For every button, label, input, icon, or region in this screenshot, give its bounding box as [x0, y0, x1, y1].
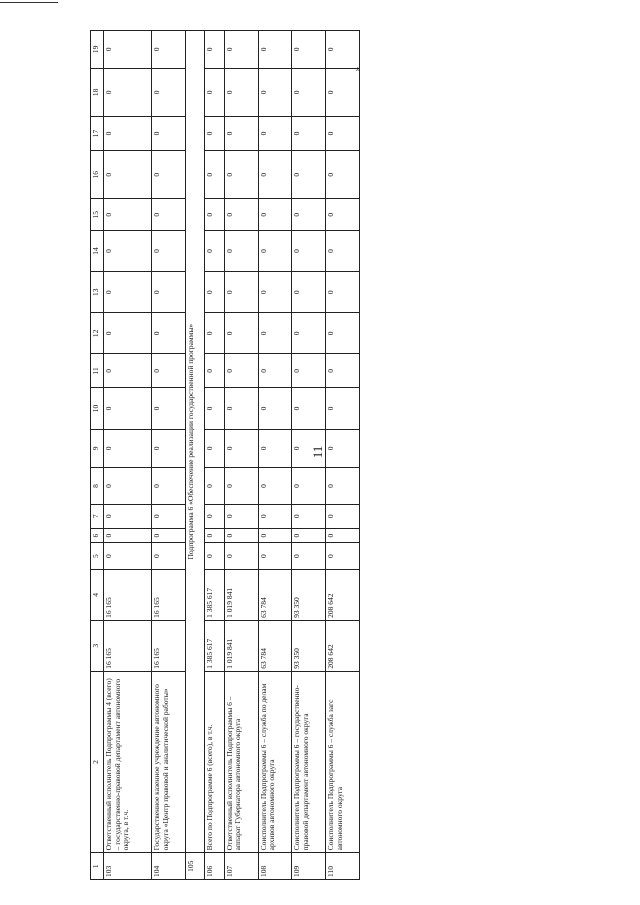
value-cell: 0: [205, 151, 224, 199]
value-cell: 0: [326, 504, 360, 528]
value-cell: 0: [152, 31, 186, 69]
value-cell: 0: [224, 313, 258, 354]
value-cell: 0: [152, 468, 186, 504]
description-cell: Ответственный исполнитель Подпрограммы 6 – аппарат Губернатора автономного округа: [224, 671, 258, 853]
table-row: [258, 31, 292, 880]
value-cell: 0: [152, 117, 186, 151]
value-cell: 0: [292, 354, 326, 388]
value-cell: 0: [258, 468, 292, 504]
value-cell: 0: [104, 504, 152, 528]
value-cell: 0: [104, 313, 152, 354]
header-row: [91, 31, 104, 880]
column-header: 2: [91, 671, 104, 853]
value-cell: 0: [292, 388, 326, 429]
value-cell: 0: [104, 272, 152, 313]
value-cell: 0: [224, 272, 258, 313]
row-number-cell: 107: [224, 853, 258, 880]
description-cell: Соисполнитель Подпрограммы 6 – служба загс автономного округа: [326, 671, 360, 853]
row-number-cell: 106: [205, 853, 224, 880]
value-cell: 0: [152, 151, 186, 199]
row-number-cell: 110: [326, 853, 360, 880]
value-cell: 0: [205, 354, 224, 388]
value-cell: 0: [258, 354, 292, 388]
value-cell: 0: [224, 151, 258, 199]
value-cell: 0: [224, 68, 258, 116]
value-cell: 0: [258, 151, 292, 199]
value-cell: 1 019 841: [224, 569, 258, 620]
column-header: 13: [91, 272, 104, 313]
value-cell: 0: [205, 230, 224, 271]
value-cell: 0: [326, 528, 360, 543]
table-row: [205, 31, 224, 880]
value-cell: 0: [205, 117, 224, 151]
value-cell: 93 350: [292, 569, 326, 620]
row-number-cell: 103: [104, 853, 152, 880]
value-cell: 0: [326, 31, 360, 69]
value-cell: 0: [205, 313, 224, 354]
value-cell: 1 019 841: [224, 620, 258, 671]
value-cell: 1 385 617: [205, 620, 224, 671]
column-header: 12: [91, 313, 104, 354]
row-number-cell: 109: [292, 853, 326, 880]
value-cell: 0: [224, 429, 258, 468]
table-row: [152, 31, 186, 880]
top-rule: [0, 2, 58, 3]
value-cell: 0: [292, 429, 326, 468]
value-cell: 0: [224, 117, 258, 151]
value-cell: 0: [326, 354, 360, 388]
subprogram-header-cell: Подпрограмма 6 «Обеспечение реализации государственной программы»: [185, 31, 204, 853]
value-cell: 0: [292, 230, 326, 271]
value-cell: 0: [152, 199, 186, 230]
value-cell: 0: [205, 388, 224, 429]
value-cell: 0: [326, 313, 360, 354]
value-cell: 16 165: [104, 569, 152, 620]
value-cell: 0: [104, 117, 152, 151]
value-cell: 0: [224, 543, 258, 570]
value-cell: 0: [152, 313, 186, 354]
side-mark: ».: [352, 64, 362, 72]
value-cell: 0: [258, 429, 292, 468]
value-cell: 0: [258, 504, 292, 528]
value-cell: 0: [104, 230, 152, 271]
column-header: 17: [91, 117, 104, 151]
value-cell: 0: [326, 117, 360, 151]
value-cell: 0: [205, 68, 224, 116]
value-cell: 0: [326, 230, 360, 271]
value-cell: 0: [205, 272, 224, 313]
description-cell: Ответственный исполнитель Подпрограммы 4 (всего) – государственно-правовой департамент автономного округа, в т.ч.: [104, 671, 152, 853]
value-cell: 0: [224, 528, 258, 543]
value-cell: 0: [104, 528, 152, 543]
value-cell: 0: [292, 528, 326, 543]
value-cell: 0: [205, 543, 224, 570]
value-cell: 0: [224, 468, 258, 504]
value-cell: 0: [326, 543, 360, 570]
value-cell: 0: [152, 429, 186, 468]
column-header: 19: [91, 31, 104, 69]
column-header: 11: [91, 354, 104, 388]
column-header: 18: [91, 68, 104, 116]
value-cell: 0: [224, 230, 258, 271]
column-header: 3: [91, 620, 104, 671]
value-cell: 0: [104, 68, 152, 116]
table-row: [104, 31, 152, 880]
value-cell: 0: [258, 68, 292, 116]
value-cell: 0: [152, 68, 186, 116]
value-cell: 0: [104, 429, 152, 468]
value-cell: 0: [104, 151, 152, 199]
description-cell: Всего по Подпрограмме 6 (всего), в т.ч.: [205, 671, 224, 853]
value-cell: 0: [292, 504, 326, 528]
description-cell: Соисполнитель Подпрограммы 6 – государственно-правовой департамент автономного округа: [292, 671, 326, 853]
column-header: 8: [91, 468, 104, 504]
description-cell: Государственное казенное учреждение автономного округа «Центр правовой и аналитической работы»: [152, 671, 186, 853]
table-row: [326, 31, 360, 880]
value-cell: 0: [152, 504, 186, 528]
column-header: 15: [91, 199, 104, 230]
value-cell: 0: [292, 117, 326, 151]
value-cell: 0: [258, 230, 292, 271]
value-cell: 0: [104, 31, 152, 69]
table-row: [185, 31, 204, 880]
value-cell: 16 165: [104, 620, 152, 671]
value-cell: 63 784: [258, 569, 292, 620]
value-cell: 0: [292, 313, 326, 354]
value-cell: 0: [104, 354, 152, 388]
column-header: 4: [91, 569, 104, 620]
value-cell: 0: [152, 543, 186, 570]
value-cell: 208 642: [326, 620, 360, 671]
value-cell: 16 165: [152, 569, 186, 620]
value-cell: 0: [205, 504, 224, 528]
value-cell: 0: [152, 272, 186, 313]
value-cell: 0: [326, 429, 360, 468]
value-cell: 0: [292, 543, 326, 570]
value-cell: 0: [258, 117, 292, 151]
value-cell: 0: [258, 528, 292, 543]
table-row: [224, 31, 258, 880]
value-cell: 0: [326, 468, 360, 504]
value-cell: 0: [326, 388, 360, 429]
column-header: 1: [91, 853, 104, 880]
value-cell: 0: [152, 230, 186, 271]
value-cell: 0: [258, 272, 292, 313]
value-cell: 0: [292, 468, 326, 504]
value-cell: 0: [224, 504, 258, 528]
value-cell: 0: [205, 468, 224, 504]
value-cell: 63 784: [258, 620, 292, 671]
value-cell: 0: [292, 151, 326, 199]
value-cell: 16 165: [152, 620, 186, 671]
page-number: 11: [310, 445, 325, 459]
value-cell: 0: [104, 199, 152, 230]
value-cell: 0: [205, 199, 224, 230]
value-cell: 0: [258, 31, 292, 69]
column-header: 14: [91, 230, 104, 271]
row-number-cell: 104: [152, 853, 186, 880]
value-cell: 0: [104, 468, 152, 504]
value-cell: 0: [224, 354, 258, 388]
table-row: [292, 31, 326, 880]
value-cell: 0: [205, 528, 224, 543]
value-cell: 0: [104, 388, 152, 429]
value-cell: 0: [292, 272, 326, 313]
rotated-table-container: [90, 30, 360, 880]
value-cell: 0: [152, 354, 186, 388]
value-cell: 0: [258, 388, 292, 429]
description-cell: Соисполнитель Подпрограммы 6 – служба по делам архивов автономного округа: [258, 671, 292, 853]
value-cell: 0: [326, 272, 360, 313]
value-cell: 0: [326, 151, 360, 199]
value-cell: 0: [205, 31, 224, 69]
value-cell: 0: [292, 31, 326, 69]
column-header: 16: [91, 151, 104, 199]
value-cell: 0: [104, 543, 152, 570]
column-header: 9: [91, 429, 104, 468]
budget-table: [90, 30, 360, 880]
value-cell: 0: [258, 199, 292, 230]
value-cell: 0: [326, 199, 360, 230]
value-cell: 0: [152, 528, 186, 543]
column-header: 6: [91, 528, 104, 543]
value-cell: 0: [292, 68, 326, 116]
value-cell: 0: [326, 68, 360, 116]
row-number-cell: 105: [185, 853, 204, 880]
value-cell: 208 642: [326, 569, 360, 620]
value-cell: 0: [224, 388, 258, 429]
value-cell: 0: [258, 313, 292, 354]
column-header: 10: [91, 388, 104, 429]
value-cell: 0: [205, 429, 224, 468]
column-header: 7: [91, 504, 104, 528]
value-cell: 0: [224, 31, 258, 69]
value-cell: 0: [152, 388, 186, 429]
value-cell: 0: [292, 199, 326, 230]
value-cell: 0: [224, 199, 258, 230]
column-header: 5: [91, 543, 104, 570]
value-cell: 1 385 617: [205, 569, 224, 620]
value-cell: 93 350: [292, 620, 326, 671]
value-cell: 0: [258, 543, 292, 570]
row-number-cell: 108: [258, 853, 292, 880]
